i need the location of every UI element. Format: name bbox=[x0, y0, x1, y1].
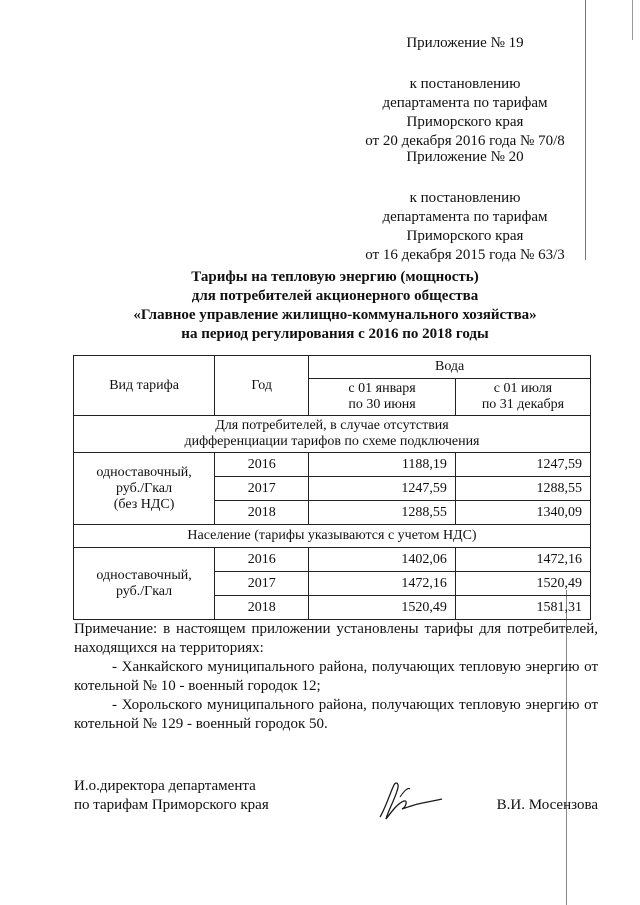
value-period-1: 1247,59 bbox=[309, 477, 456, 501]
year-cell: 2018 bbox=[215, 596, 309, 620]
note-block bbox=[74, 620, 598, 734]
appendix-number: Приложение № 19 bbox=[406, 35, 524, 51]
appendix-line: от 20 декабря 2016 года № 70/8 bbox=[365, 133, 565, 149]
handwritten-signature bbox=[374, 777, 444, 827]
value-period-1: 1472,16 bbox=[309, 572, 456, 596]
year-cell: 2017 bbox=[215, 572, 309, 596]
document-title bbox=[40, 268, 630, 344]
appendix-19-header bbox=[340, 34, 590, 151]
appendix-line: Приморского края bbox=[406, 228, 524, 244]
appendix-line: департамента по тарифам bbox=[382, 209, 548, 225]
header-year: Год bbox=[215, 356, 309, 416]
table-row bbox=[74, 548, 591, 572]
header-tariff-type: Вид тарифа bbox=[74, 356, 215, 416]
section-title: Население (тарифы указываются с учетом НДС) bbox=[74, 525, 591, 548]
title-line: Тарифы на тепловую энергию (мощность) bbox=[191, 269, 479, 285]
value-period-2: 1288,55 bbox=[455, 477, 590, 501]
year-cell: 2017 bbox=[215, 477, 309, 501]
signer-name: В.И. Мосензова bbox=[496, 797, 598, 813]
value-period-2: 1520,49 bbox=[455, 572, 590, 596]
tariff-type-cell: одноставочный, руб./Гкал (без НДС) bbox=[74, 453, 215, 525]
value-period-1: 1288,55 bbox=[309, 501, 456, 525]
note-item: - Хорольского муниципального района, получающих тепловую энергию от котельной № 129 - военный городок 50. bbox=[74, 697, 598, 732]
header-period-2: с 01 июля по 31 декабря bbox=[455, 379, 590, 416]
value-period-2: 1247,59 bbox=[455, 453, 590, 477]
appendix-20-header bbox=[340, 148, 590, 265]
value-period-1: 1402,06 bbox=[309, 548, 456, 572]
scan-artifact-line bbox=[632, 0, 633, 40]
year-cell: 2018 bbox=[215, 501, 309, 525]
value-period-2: 1340,09 bbox=[455, 501, 590, 525]
tariff-table bbox=[73, 355, 591, 620]
appendix-line: департамента по тарифам bbox=[382, 95, 548, 111]
value-period-1: 1520,49 bbox=[309, 596, 456, 620]
year-cell: 2016 bbox=[215, 548, 309, 572]
value-period-2: 1581,31 bbox=[455, 596, 590, 620]
section-row bbox=[74, 525, 591, 548]
note-item: - Ханкайского муниципального района, получающих тепловую энергию от котельной № 10 - военный городок 12; bbox=[74, 659, 598, 694]
appendix-line: Приморского края bbox=[406, 114, 524, 130]
appendix-line: от 16 декабря 2015 года № 63/3 bbox=[365, 247, 565, 263]
value-period-1: 1188,19 bbox=[309, 453, 456, 477]
year-cell: 2016 bbox=[215, 453, 309, 477]
appendix-line: к постановлению bbox=[409, 76, 521, 92]
section-row bbox=[74, 416, 591, 453]
note-intro: Примечание: в настоящем приложении установлены тарифы для потребителей, находящихся на территориях: bbox=[74, 621, 598, 656]
header-period-1: с 01 января по 30 июня bbox=[309, 379, 456, 416]
appendix-number: Приложение № 20 bbox=[406, 149, 524, 165]
header-water: Вода bbox=[309, 356, 591, 379]
title-line: на период регулирования с 2016 по 2018 годы bbox=[181, 326, 489, 342]
tariff-type-cell: одноставочный, руб./Гкал bbox=[74, 548, 215, 620]
title-line: для потребителей акционерного общества bbox=[191, 288, 479, 304]
table-row bbox=[74, 453, 591, 477]
section-title: Для потребителей, в случае отсутствия дифференциации тарифов по схеме подключения bbox=[74, 416, 591, 453]
appendix-line: к постановлению bbox=[409, 190, 521, 206]
signature-block bbox=[74, 777, 598, 827]
value-period-2: 1472,16 bbox=[455, 548, 590, 572]
title-line: «Главное управление жилищно-коммунального хозяйства» bbox=[133, 307, 537, 323]
table-header-row bbox=[74, 356, 591, 379]
signer-position: И.о.директора департамента по тарифам Приморского края bbox=[74, 778, 269, 813]
